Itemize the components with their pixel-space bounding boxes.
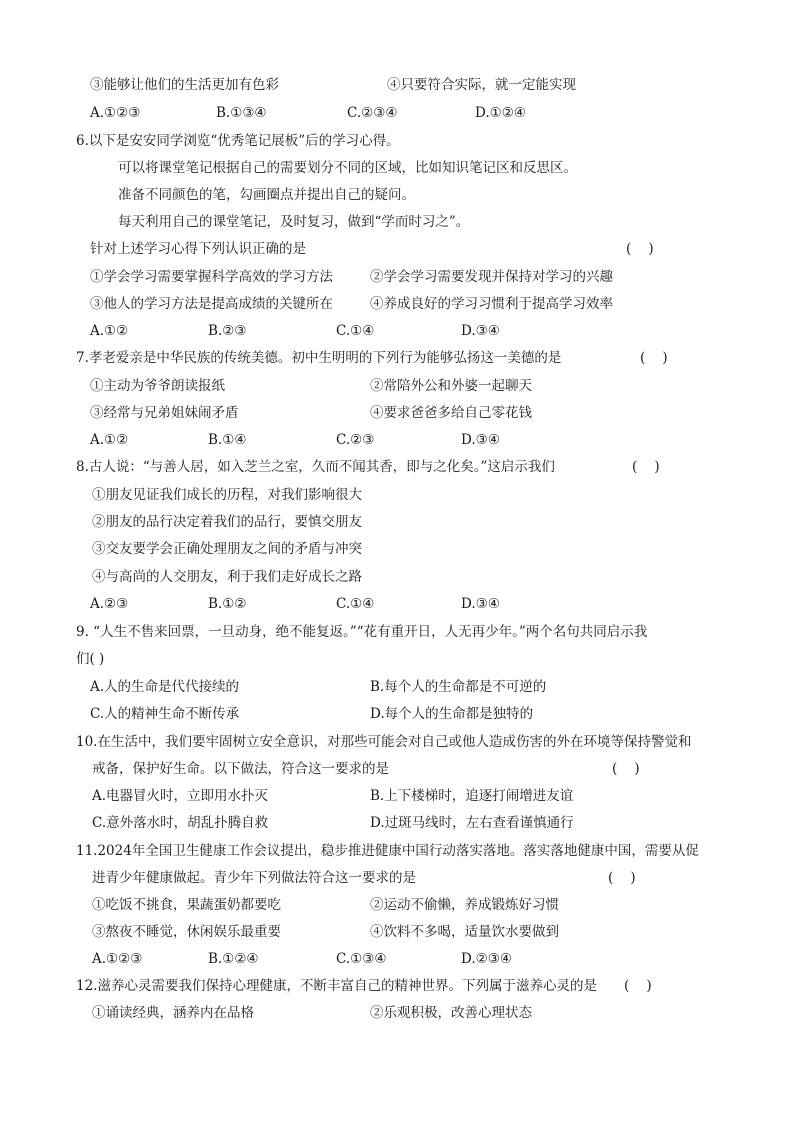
exam-text-line: 10.在生活中，我们要牢固树立安全意识，对那些可能会对自己或他人造成伤害的外在环境等保持警觉和 <box>76 734 692 750</box>
exam-text-line: A.①②③ <box>90 105 141 121</box>
exam-text-line: 9. “人生不售来回票，一旦动身，绝不能复返。”“花有重开日，人无再少年。”两个名句共同启示我 <box>76 624 648 640</box>
exam-text-line: 准备不同颜色的笔，勾画圈点并提出自己的疑问。 <box>118 187 415 203</box>
exam-text-line: 针对上述学习心得下列认识正确的是 <box>90 241 306 257</box>
exam-text-line: B.①②④ <box>208 951 259 967</box>
exam-text-line: B.①④ <box>208 432 247 448</box>
exam-text-line: B.①③④ <box>216 105 267 121</box>
exam-text-line: ③经常与兄弟姐妹闹矛盾 <box>90 405 239 421</box>
exam-text-line: 7.孝老爱亲是中华民族的传统美德。初中生明明的下列行为能够弘扬这一美德的是 <box>76 350 562 366</box>
exam-text-line: ③熬夜不睡觉，休闲娱乐最重要 <box>92 924 281 940</box>
exam-text-line: C.人的精神生命不断传承 <box>90 706 240 722</box>
exam-text-line: ①学会学习需要掌握科学高效的学习方法 <box>90 269 333 285</box>
exam-text-line: ④要求爸爸多给自己零花钱 <box>370 405 532 421</box>
exam-text-line: ④与高尚的人交朋友，利于我们走好成长之路 <box>92 569 362 585</box>
exam-text-line: ②运动不偷懒，养成锻炼好习惯 <box>370 897 559 913</box>
exam-text-line: ③交友要学会正确处理朋友之间的矛盾与冲突 <box>92 541 362 557</box>
exam-text-line: D.③④ <box>461 596 500 612</box>
answer-bracket: ( ) <box>624 978 652 994</box>
exam-text-line: C.①④ <box>336 596 375 612</box>
exam-text-line: B.每个人的生命都是不可逆的 <box>370 679 547 695</box>
exam-text-line: ③能够让他们的生活更加有色彩 <box>90 77 279 93</box>
exam-text-line: ①诵读经典，涵养内在品格 <box>92 1005 254 1021</box>
exam-text-line: C.①④ <box>336 323 375 339</box>
exam-text-line: ①主动为爷爷朗读报纸 <box>90 378 225 394</box>
answer-bracket: ( ) <box>640 350 668 366</box>
exam-text-line: ②常陪外公和外婆一起聊天 <box>370 378 532 394</box>
exam-text-line: D.过斑马线时，左右查看谨慎通行 <box>370 815 574 831</box>
exam-text-line: C.①③④ <box>336 951 387 967</box>
exam-text-line: ③他人的学习方法是提高成绩的关键所在 <box>90 296 333 312</box>
exam-text-line: D.①②④ <box>475 105 526 121</box>
exam-text-line: ④只要符合实际，就一定能实现 <box>387 77 576 93</box>
exam-text-line: B.上下楼梯时，追逐打闹增进友谊 <box>370 788 574 804</box>
exam-text-line: ②学会学习需要发现并保持对学习的兴趣 <box>370 269 613 285</box>
exam-text-line: 6.以下是安安同学浏览“优秀笔记展板”后的学习心得。 <box>76 133 400 149</box>
exam-text-line: D.③④ <box>461 432 500 448</box>
exam-text-line: 戒备，保护好生命。以下做法，符合这一要求的是 <box>92 761 389 777</box>
exam-text-line: ②乐观积极，改善心理状态 <box>370 1005 532 1021</box>
exam-text-line: A.①② <box>90 323 129 339</box>
exam-text-line: 进青少年健康做起。青少年下列做法符合这一要求的是 <box>92 870 416 886</box>
exam-text-line: 每天利用自己的课堂笔记，及时复习，做到“学而时习之”。 <box>118 214 470 230</box>
exam-text-line: 们( ) <box>76 651 105 667</box>
exam-text-line: D.③④ <box>461 323 500 339</box>
exam-text-line: 12.滋养心灵需要我们保持心理健康，不断丰富自己的精神世界。下列属于滋养心灵的是 <box>76 978 597 994</box>
exam-text-line: 11.2024年全国卫生健康工作会议提出，稳步推进健康中国行动落实落地。落实落地健康中国，需要从促 <box>76 843 699 859</box>
exam-text-line: B.①② <box>208 596 247 612</box>
exam-text-line: D.每个人的生命都是独特的 <box>370 706 534 722</box>
exam-text-line: ④饮料不多喝，适量饮水要做到 <box>370 924 559 940</box>
exam-text-line: ①吃饭不挑食，果蔬蛋奶都要吃 <box>92 897 281 913</box>
exam-text-line: A.①②③ <box>92 951 143 967</box>
answer-bracket: ( ) <box>632 459 660 475</box>
answer-bracket: ( ) <box>612 761 640 777</box>
exam-text-line: ②朋友的品行决定着我们的品行，要慎交朋友 <box>92 514 362 530</box>
exam-text-line: D.②③④ <box>461 951 512 967</box>
exam-text-line: 可以将课堂笔记根据自己的需要划分不同的区域，比如知识笔记区和反思区。 <box>118 160 577 176</box>
exam-text-line: C.②③④ <box>347 105 398 121</box>
exam-text-line: C.②③ <box>336 432 375 448</box>
answer-bracket: ( ) <box>626 241 654 257</box>
exam-text-line: A.电器冒火时，立即用水扑灭 <box>92 788 269 804</box>
exam-text-line: ①朋友见证我们成长的历程，对我们影响很大 <box>92 487 362 503</box>
exam-text-line: C.意外落水时，胡乱扑腾自救 <box>92 815 269 831</box>
answer-bracket: ( ) <box>608 870 636 886</box>
exam-text-line: ④养成良好的学习习惯利于提高学习效率 <box>370 296 613 312</box>
exam-text-line: A.人的生命是代代接续的 <box>90 679 240 695</box>
exam-text-line: 8.古人说：“与善人居，如入芝兰之室，久而不闻其香，即与之化矣。”这启示我们 <box>76 459 555 475</box>
exam-text-line: A.①② <box>90 432 129 448</box>
exam-text-line: A.②③ <box>90 596 129 612</box>
exam-text-line: B.②③ <box>208 323 247 339</box>
